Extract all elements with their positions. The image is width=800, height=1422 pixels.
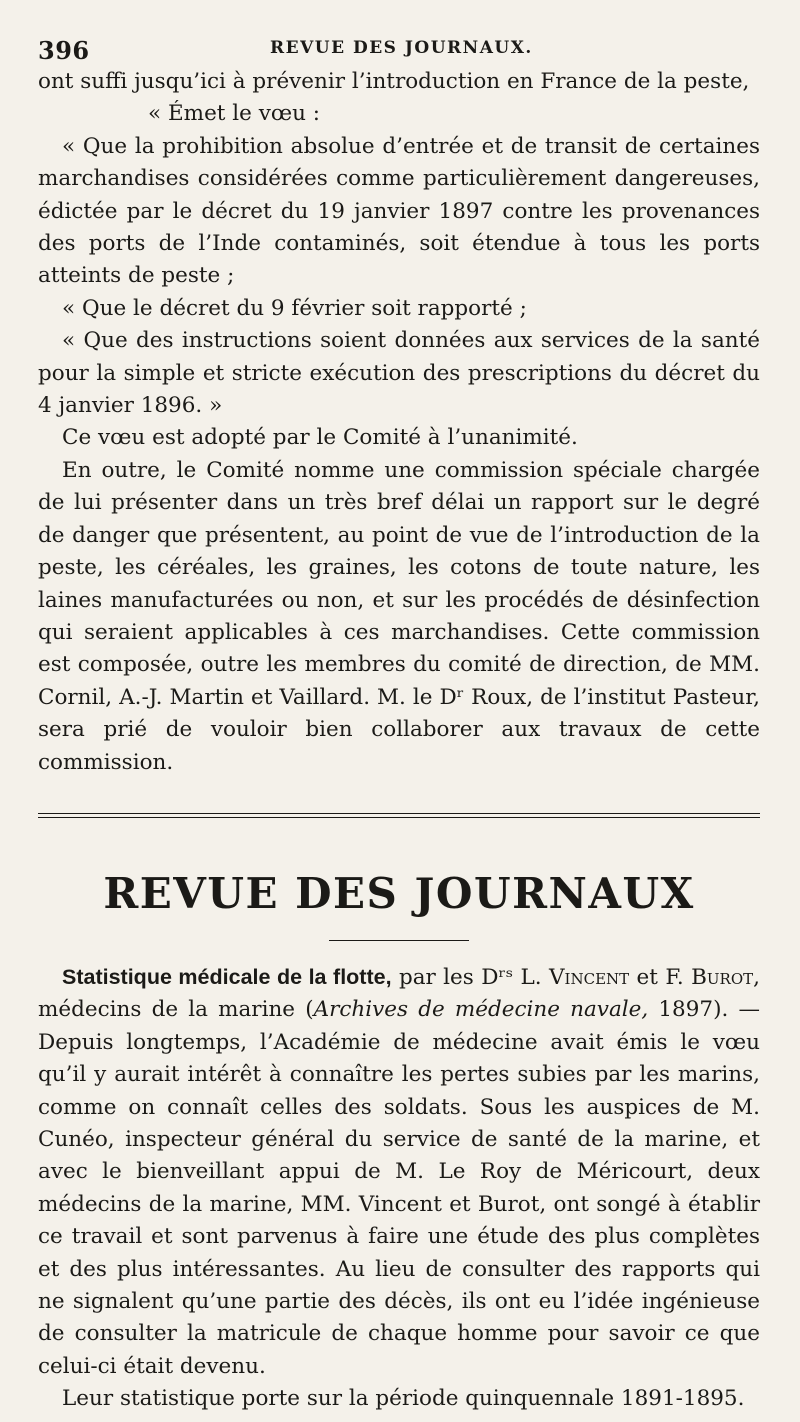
double-rule [38, 813, 760, 818]
paragraph-instructions: « Que des instructions soient données aux services de la santé pour la simple et stricte exécution des prescriptions du décret du 4 janvier 1896. » [38, 328, 760, 419]
article [38, 961, 760, 1416]
article-last-paragraph: Leur statistique porte sur la période quinquennale 1891-1895. [62, 1386, 745, 1412]
article-and: et [629, 964, 666, 990]
article-paragraph [38, 961, 760, 1383]
article-body: 1897). — Depuis longtemps, l’Académie de médecine avait émis le vœu qu’il y aurait intérêt à connaître les pertes subies par les marins, comme on connaît celles des soldats. Sous les auspices de M. Cunéo, inspecteur général du service de santé de la marine, et avec le bienveillant appui de M. Le Roy de Méricourt, deux médecins de la marine, MM. Vincent et Burot, ont songé à établir ce travail et sont parvenus à faire une étude des plus complètes et des plus intéressantes. Au lieu de consulter des rapports qui ne signalent qu’une partie des décès, ils ont eu l’idée ingénieuse de consulter la matricule de chaque homme pour savoir ce que celui-ci était devenu. [38, 997, 760, 1379]
title-underline [329, 940, 469, 941]
article-title: Statistique médicale de la flotte, [62, 964, 392, 989]
author-name: F. Burot [665, 964, 754, 990]
article-affiliation: , médecins de la marine ( [38, 964, 760, 1023]
author-name: L. Vincent [520, 964, 630, 990]
paragraph-prohibition: « Que la prohibition absolue d’entrée et de transit de certaines marchandises considérées comme particulièrement dangereuses, édictée par le décret du 19 janvier 1897 contre les provenances des ports de l’Inde contaminés, soit étendue à tous les ports atteints de peste ; [38, 133, 760, 289]
paragraph-adopte: Ce vœu est adopté par le Comité à l’unanimité. [62, 425, 578, 451]
paragraph-decret: « Que le décret du 9 février soit rapporté ; [62, 295, 527, 321]
paragraph-emet: « Émet le vœu : [148, 101, 321, 127]
rule-line [38, 817, 760, 818]
running-title: REVUE DES JOURNAUX. [270, 38, 533, 58]
page-number: 396 [38, 36, 90, 65]
rule-line [38, 813, 760, 814]
page-header [38, 30, 760, 66]
article-by: par les Dʳˢ [391, 964, 521, 990]
journal-name: Archives de médecine navale, [313, 997, 649, 1023]
section-title: REVUE DES JOURNAUX [103, 868, 695, 918]
upper-text [38, 66, 760, 779]
paragraph-continuation: ont suffi jusqu’ici à prévenir l’introduction en France de la peste, [38, 69, 750, 94]
paragraph-commission: En outre, le Comité nomme une commission spéciale chargée de lui présenter dans un très bref délai un rapport sur le degré de danger que présentent, au point de vue de l’introduction de la peste, les céréales, les graines, les cotons de toute nature, les laines manufacturées ou non, et sur les procédés de désinfection qui seraient applicables à ces marchandises. Cette commission est composée, outre les membres du comité de direction, de MM. Cornil, A.-J. Martin et Vaillard. M. le Dʳ Roux, de l’institut Pasteur, sera prié de vouloir bien collaborer aux travaux de cette commission. [38, 457, 760, 775]
